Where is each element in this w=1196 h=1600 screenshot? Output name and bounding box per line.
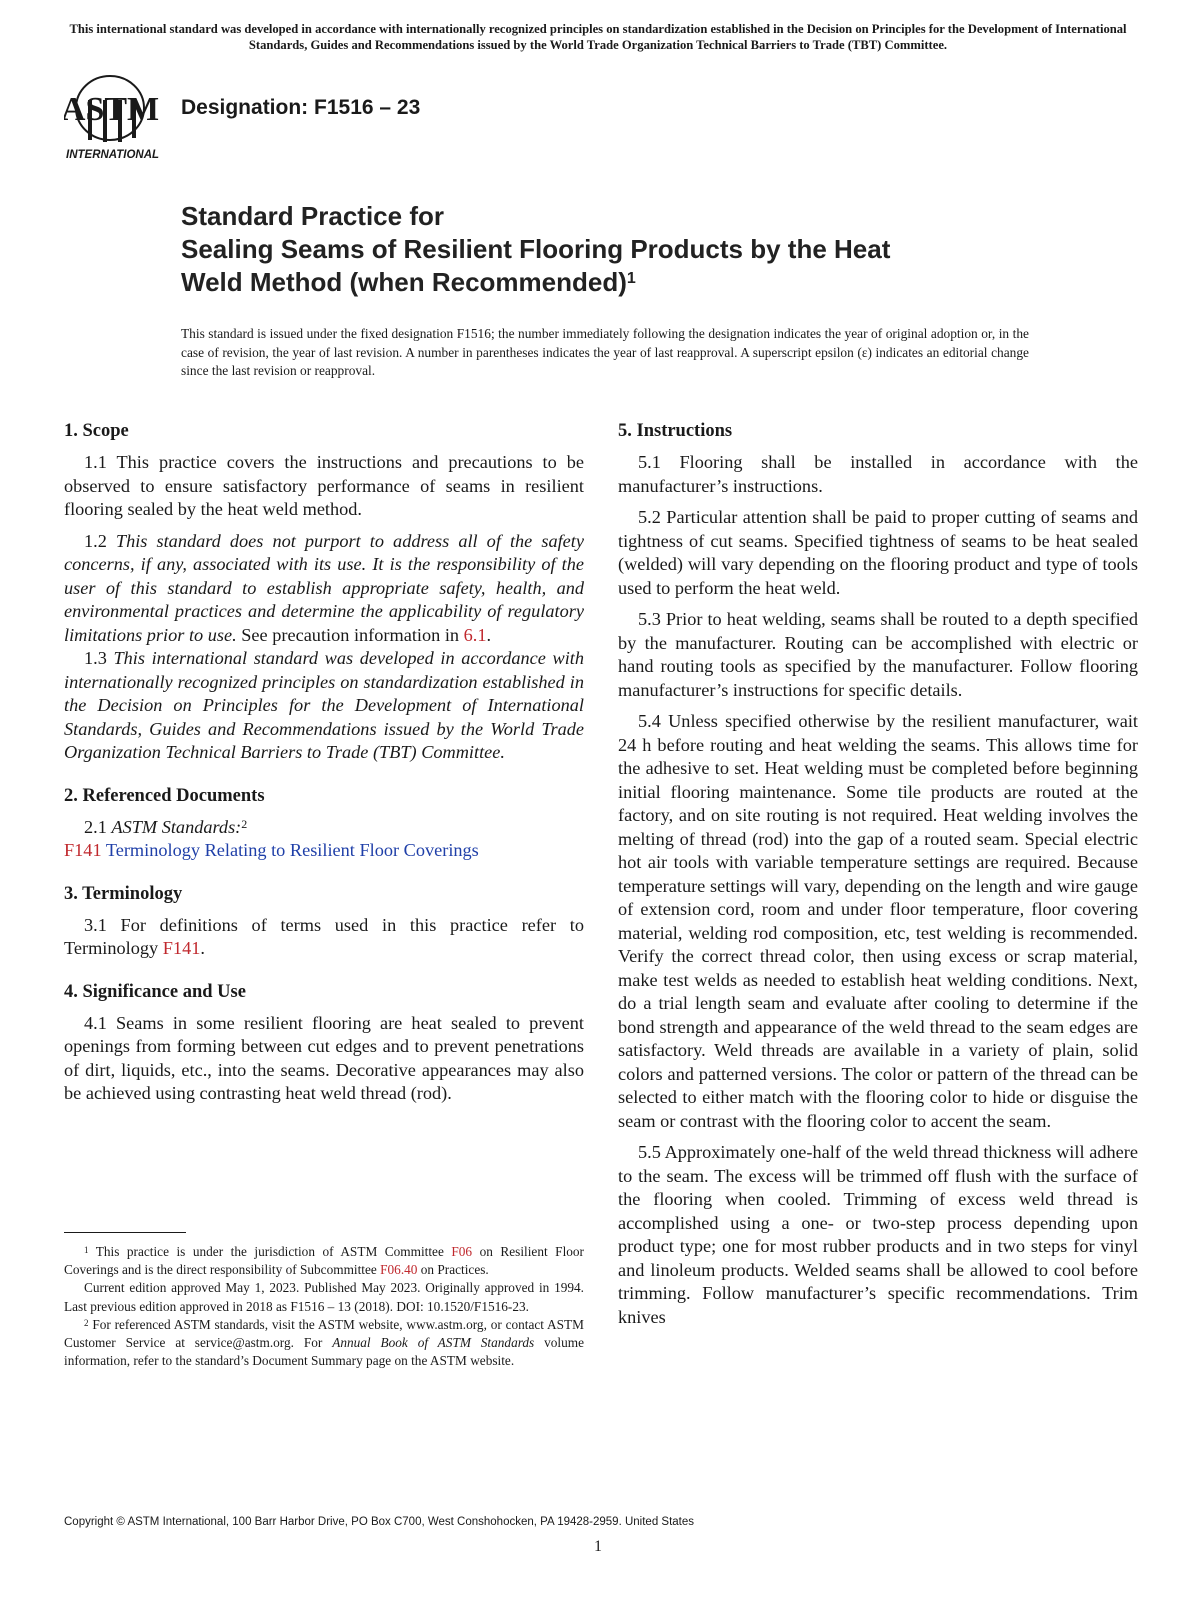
international-standard-notice: This international standard was developed in accordance with internationally recognized principles on standardization established in the Decision on Principles for the Development of International Standards, Guides and Recommendations issued by the World Trade Organization Technical Barriers to Trade (TBT) Committee. (69, 22, 1127, 52)
section-6-1-link[interactable]: 6.1 (463, 624, 487, 645)
paragraph-5-5: 5.5 Approximately one-half of the weld thread thickness will adhere to the seam. The excess will be trimmed off flush with the surface of the flooring when cooled. Trimming of excess weld thread is accomplished using a one- or two-step process depending upon product type; one for most rubber products and in two steps for vinyl and linoleum products. Welded seams shall be allowed to cool before trimming. Follow manufacturer’s specific recommendations. Trim knives (618, 1142, 1138, 1327)
footnote-1-edition: Current edition approved May 1, 2023. Published May 2023. Originally approved in 1994. Last previous edition approved in 2018 as F1516 – 13 (2018). DOI: 10.1520/F1516-23. (64, 1280, 584, 1314)
section-referenced-documents (64, 785, 584, 863)
document-title (181, 200, 1081, 299)
scope-heading: 1. Scope (64, 421, 129, 441)
instructions-heading: 5. Instructions (618, 421, 733, 441)
title-footnote-mark: 1 (626, 270, 636, 287)
paragraph-5-4: 5.4 Unless specified otherwise by the resilient manufacturer, wait 24 h before routing and heat welding the seams. This allows time for the adhesive to set. Heat welding must be completed before beginning initial flooring maintenance. Some tile products are routed at the factory, and on site routing is not required. Heat welding involves the melting of thread (rod) into the gap of a routed seam. Special electric hot air tools with variable temperature settings are required. Because temperature settings will vary, depending on the length and wire gauge of extension cord, room and under floor temperature, floor covering material, welding rod composition, etc, test welding is recommended. Verify the correct thread color, then using excess or scrap material, make test welds as needed to establish heat welding conditions. Next, do a trial length seam and evaluate after cooling to determine if the bond strength and appearance of the weld thread to the seam edges are satisfactory. Weld threads are available in a variety of plain, solid colors and patterned versions. The color or pattern of the thread can be selected to either match with the flooring color to hide or disguise the seam or contrast with the flooring color to accent the seam. (618, 711, 1138, 1131)
page-number: 1 (594, 1538, 602, 1555)
referenced-documents-heading: 2. Referenced Documents (64, 785, 265, 806)
paragraph-1-2-number: 1.2 (84, 530, 107, 551)
paragraph-4-1: 4.1 Seams in some resilient flooring are heat sealed to prevent openings from forming between cut edges and to prevent penetrations of dirt, liquids, etc., into the seams. Decorative appearances may also be achieved using contrasting heat weld thread (rod). (64, 1012, 584, 1103)
precaution-reference-text: See precaution information in (241, 624, 460, 645)
title-line-2: Sealing Seams of Resilient Flooring Products by the Heat (181, 234, 891, 264)
right-column (618, 420, 1138, 1337)
paragraph-5-2: 5.2 Particular attention shall be paid to proper cutting of seams and tightness of cut seams. Specified tightness of seams to be heat sealed (welded) will vary depending on the flooring product and type of tools used to perform the heat weld. (618, 507, 1138, 598)
copyright-line: Copyright © ASTM International, 100 Barr Harbor Drive, PO Box C700, West Conshohocken, PA 19428-2959. United States (64, 1516, 695, 1528)
footnote-1-text-c: on Practices. (420, 1262, 489, 1278)
subcommittee-f06-40-link[interactable]: F06.40 (380, 1262, 418, 1278)
terminology-heading: 3. Terminology (64, 883, 183, 904)
terminology-f141-link[interactable]: F141 (162, 938, 201, 958)
referenced-standard-f141 (64, 839, 584, 863)
footnote-1-mark: 1 (84, 1245, 89, 1255)
left-column (64, 420, 584, 1126)
title-line-3 (181, 266, 1081, 299)
title-line-1: Standard Practice for (181, 201, 444, 231)
section-significance-and-use (64, 981, 584, 1106)
significance-heading: 4. Significance and Use (64, 981, 246, 1002)
paragraph-3-1-text: 3.1 For definitions of terms used in this practice refer to Terminology (64, 914, 584, 958)
paragraph-1-3-number: 1.3 (84, 648, 107, 668)
paragraph-1-1: 1.1 This practice covers the instructions and precautions to be observed to ensure satisfactory performance of seams in resilient flooring sealed by the heat weld method. (64, 452, 584, 519)
paragraph-5-1: 5.1 Flooring shall be installed in accordance with the manufacturer’s instructions. (618, 452, 1138, 496)
footnote-1-text-b: on Resilient Floor Coverings and is the direct responsibility of Subcommittee (64, 1244, 584, 1278)
footnote-2-mark-bottom: 2 (84, 1317, 89, 1328)
astm-logo-icon (64, 70, 168, 166)
paragraph-5-3: 5.3 Prior to heat welding, seams shall be routed to a depth specified by the manufacturer. Routing can be accomplished with electric or hand routing tools as specified by the manufacturer. Follow flooring manufacturer’s instructions for specific details. (618, 609, 1138, 700)
logo-letters: ASTM (64, 91, 160, 128)
paragraph-2-1-number: 2.1 (84, 816, 107, 837)
astm-standards-label: ASTM Standards: (111, 816, 242, 837)
footnotes (64, 1243, 584, 1370)
paragraph-1-3 (64, 647, 584, 765)
international-standard-statement: This international standard was developed in accordance with internationally recognized principles on standardization established in the Decision on Principles for the Development of International Standards, Guides and Recommendations issued by the World Trade Organization Technical Barriers to Trade (TBT) Committee. (64, 648, 584, 762)
f141-code-link[interactable]: F141 (64, 840, 102, 860)
footnote-divider (64, 1232, 186, 1233)
paragraph-1-2: 1.2 This standard does not purport to address all of the safety concerns, if any, associated with its use. It is the responsibility of the user of this standard to establish appropriate safety, health, and environmental practices and determine the applicability of regulatory limitations prior to use. See precaution information in 6.1. (64, 530, 584, 645)
section-terminology (64, 883, 584, 961)
issued-note: This standard is issued under the fixed designation F1516; the number immediately following the designation indicates the year of original adoption or, in the case of revision, the year of last revision. A number in parentheses indicates the year of last reapproval. A superscript epsilon (ε) indicates an editorial change since the last revision or reapproval. (181, 326, 1029, 378)
section-instructions (618, 420, 1138, 1329)
footnote-2 (64, 1316, 584, 1371)
paragraph-2-1 (64, 816, 584, 840)
astm-logo (64, 70, 168, 166)
designation: Designation: F1516 – 23 (181, 96, 421, 119)
logo-wordmark: INTERNATIONAL (66, 149, 160, 161)
footnote-2-mark: 2 (241, 816, 248, 831)
annual-book-title: Annual Book of ASTM Standards (332, 1335, 535, 1351)
footnote-2-text-b: volume information, refer to the standard’s Document Summary page on the ASTM website. (64, 1335, 585, 1369)
section-scope (64, 420, 584, 765)
f141-title-link[interactable]: Terminology Relating to Resilient Floor Coverings (105, 840, 479, 860)
footnote-2-text-a: For referenced ASTM standards, visit the ASTM website, www.astm.org, or contact ASTM Customer Service at service@astm.org. For (64, 1316, 585, 1351)
committee-f06-link[interactable]: F06 (451, 1244, 473, 1259)
footnote-1 (64, 1243, 584, 1279)
safety-statement: This standard does not purport to address all of the safety concerns, if any, associated with its use. It is the responsibility of the user of this standard to establish appropriate safety, health, and environmental practices and determine the applicability of regulatory limitations prior to use. (64, 530, 584, 645)
footnote-1-text-a: This practice is under the jurisdiction of ASTM Committee (95, 1244, 444, 1259)
paragraph-3-1: 3.1 For definitions of terms used in this practice refer to Terminology F141. (64, 914, 584, 958)
title-line-3-text: Weld Method (when Recommended) (181, 267, 627, 297)
